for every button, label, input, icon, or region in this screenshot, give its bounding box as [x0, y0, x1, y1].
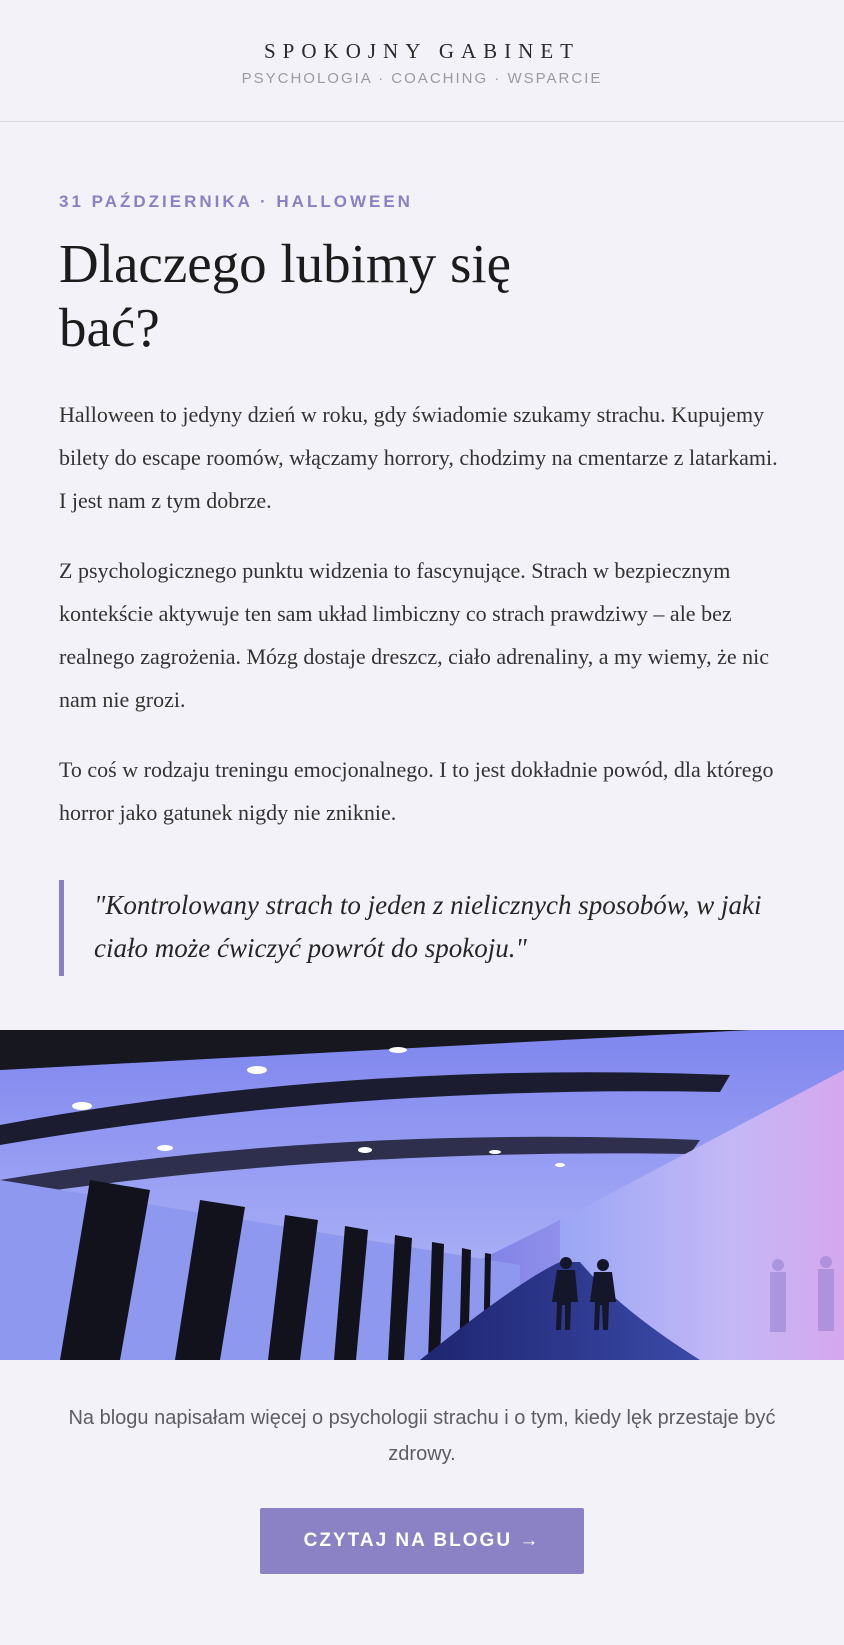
brand-tagline: PSYCHOLOGIA · COACHING · WSPARCIE: [241, 70, 603, 87]
email-header: [0, 0, 844, 122]
hero-image-tunnel: [0, 1030, 844, 1360]
brand-name: SPOKOJNY GABINET: [264, 39, 580, 63]
article-paragraph-1: Halloween to jedyny dzień w roku, gdy świadomie szukamy strachu. Kupujemy bilety do escape roomów, włączamy horrory, chodzimy na cmentarze z latarkami. I jest nam z tym dobrze.: [59, 402, 778, 513]
pull-quote: "Kontrolowany strach to jeden z nielicznych sposobów, w jaki ciało może ćwiczyć powrót do spokoju.": [59, 880, 785, 976]
article-paragraph-3: To coś w rodzaju treningu emocjonalnego. I to jest dokładnie powód, dla którego horror jako gatunek nigdy nie zniknie.: [59, 757, 774, 825]
article-paragraph-2: Z psychologicznego punktu widzenia to fascynujące. Strach w bezpiecznym kontekście aktywuje ten sam układ limbiczny co strach prawdziwy – ale bez realnego zagrożenia. Mózg dostaje dreszcz, ciało adrenaliny, a my wiemy, że nic nam nie grozi.: [59, 558, 769, 712]
article: [0, 192, 844, 976]
footer-blog-note: Na blogu napisałam więcej o psychologii strachu i o tym, kiedy lęk przestaje być zdrowy.: [68, 1407, 776, 1465]
article-title: Dlaczego lubimy się bać?: [59, 233, 512, 358]
article-kicker: 31 PAŹDZIERNIKA · HALLOWEEN: [59, 192, 413, 211]
cta-container: [0, 1508, 844, 1574]
read-blog-button[interactable]: CZYTAJ NA BLOGU →: [260, 1508, 584, 1574]
